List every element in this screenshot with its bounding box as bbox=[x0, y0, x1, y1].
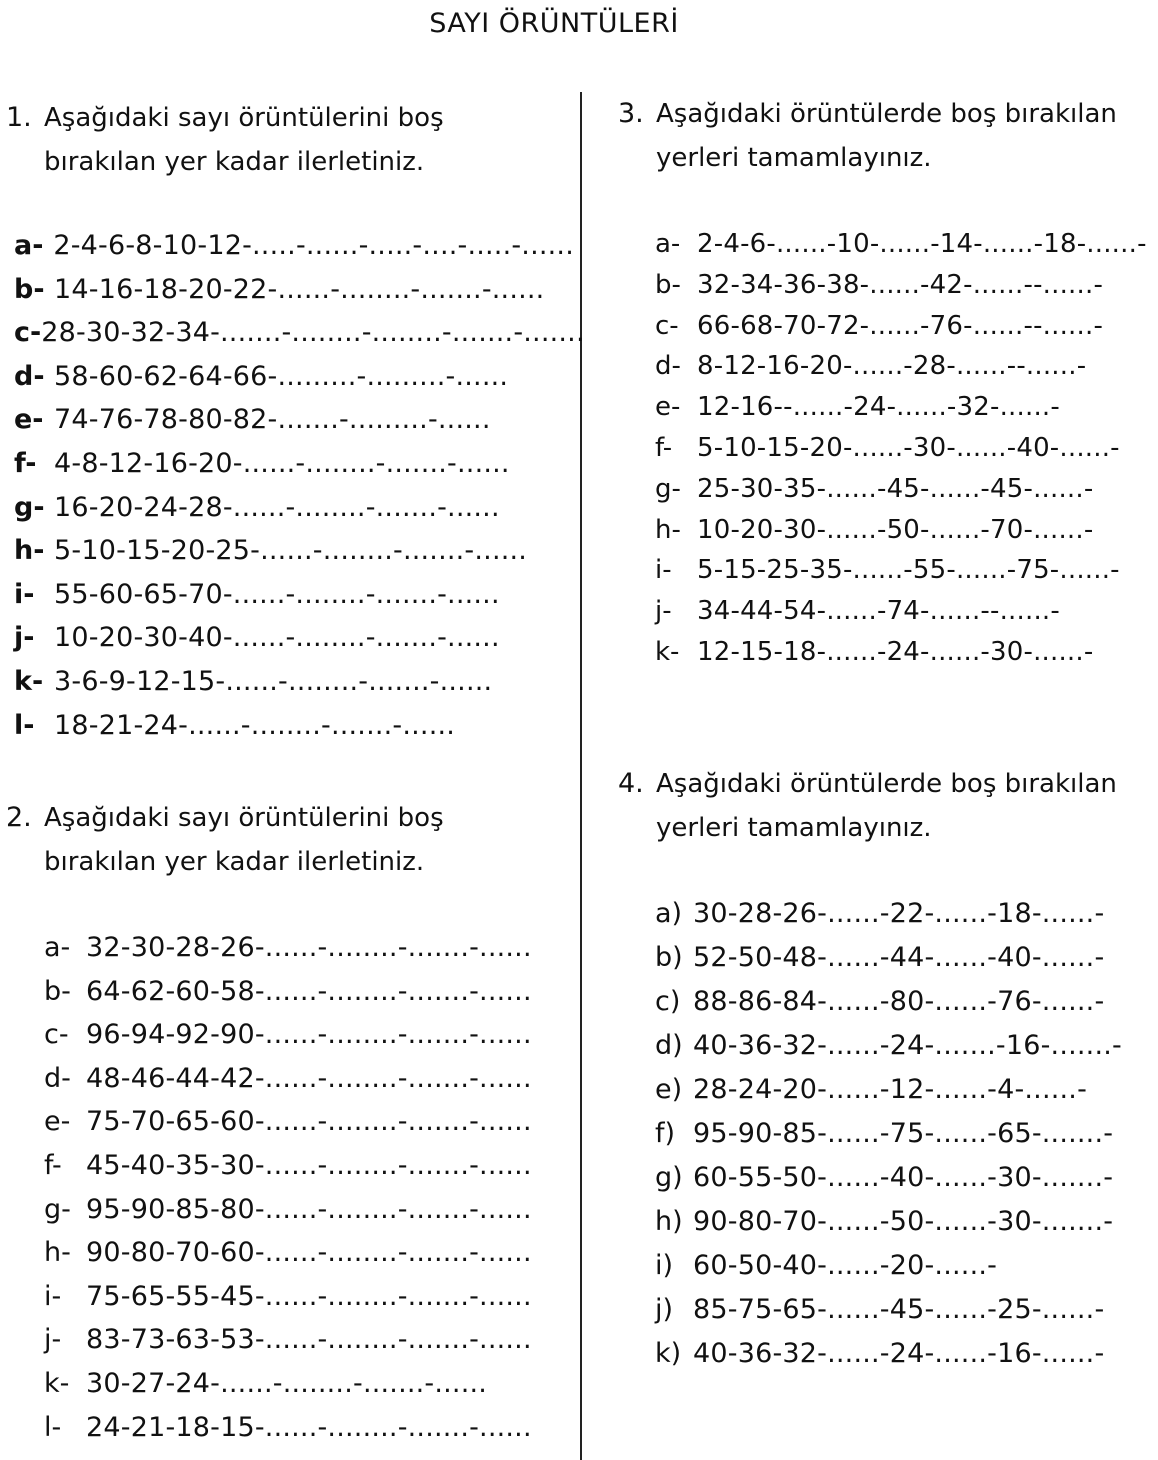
item-sequence: 16-20-24-28-......-........-.......-...... bbox=[54, 491, 500, 523]
item-sequence: 55-60-65-70-......-........-.......-...... bbox=[54, 578, 500, 610]
item-label: d- bbox=[655, 351, 681, 382]
list-item bbox=[14, 268, 574, 312]
list-item bbox=[655, 980, 1150, 1024]
item-sequence: 8-12-16-20-......-28-......--......- bbox=[697, 351, 1087, 382]
list-item bbox=[655, 550, 1150, 591]
list-item bbox=[655, 428, 1150, 469]
item-label: c- bbox=[44, 1019, 69, 1051]
question-2 bbox=[6, 796, 566, 884]
item-sequence: 32-30-28-26-......-........-.......-...... bbox=[86, 932, 532, 963]
item-sequence: 28-30-32-34-.......-........-........-.......-....... bbox=[41, 317, 585, 349]
item-label: l- bbox=[44, 1411, 62, 1443]
item-sequence: 30-28-26-......-22-......-18-......- bbox=[693, 898, 1105, 929]
item-label: a- bbox=[14, 230, 44, 261]
item-label: d- bbox=[14, 360, 45, 392]
item-label: g- bbox=[14, 491, 45, 523]
question-text-line-2: yerleri tamamlayınız. bbox=[656, 143, 932, 173]
list-item bbox=[44, 1406, 604, 1450]
item-sequence: 60-55-50-......-40-......-30-.......- bbox=[693, 1162, 1114, 1193]
item-label: i) bbox=[655, 1250, 674, 1281]
item-sequence: 10-20-30-......-50-......-70-......- bbox=[697, 514, 1094, 545]
list-item bbox=[14, 311, 585, 355]
list-item bbox=[655, 892, 1150, 936]
list-item bbox=[655, 387, 1150, 428]
list-item bbox=[44, 1275, 604, 1319]
list-item bbox=[44, 1144, 604, 1188]
list-item bbox=[14, 224, 574, 268]
item-sequence: 40-36-32-......-24-......-16-......- bbox=[693, 1338, 1105, 1369]
item-sequence: 34-44-54-......-74-......--......- bbox=[697, 596, 1060, 627]
list-item bbox=[14, 355, 574, 399]
item-sequence: 66-68-70-72-......-76-......--......- bbox=[697, 310, 1104, 341]
item-label: l- bbox=[14, 709, 35, 741]
question-number: 1. bbox=[6, 102, 32, 133]
list-item bbox=[655, 306, 1150, 347]
question-text-line-1: Aşağıdaki sayı örüntülerini boş bbox=[44, 803, 444, 833]
question-text-line-1: Aşağıdaki örüntülerde boş bırakılan bbox=[656, 769, 1117, 799]
item-sequence: 5-10-15-20-......-30-......-40-......- bbox=[697, 432, 1120, 463]
item-label: d) bbox=[655, 1030, 683, 1061]
item-sequence: 95-90-85-......-75-......-65-.......- bbox=[693, 1118, 1114, 1149]
item-label: b- bbox=[44, 975, 71, 1007]
list-item bbox=[14, 660, 574, 704]
list-item bbox=[44, 1231, 604, 1275]
item-sequence: 52-50-48-......-44-......-40-......- bbox=[693, 942, 1105, 973]
question-text-line-1: Aşağıdaki örüntülerde boş bırakılan bbox=[656, 99, 1117, 129]
list-item bbox=[655, 936, 1150, 980]
item-label: k) bbox=[655, 1338, 682, 1369]
item-label: j) bbox=[655, 1294, 674, 1325]
item-label: e) bbox=[655, 1074, 683, 1105]
list-item bbox=[655, 1024, 1150, 1068]
item-label: i- bbox=[655, 555, 672, 586]
question-text-line-2: bırakılan yer kadar ilerletiniz. bbox=[44, 847, 425, 877]
list-item bbox=[655, 1200, 1150, 1244]
list-item bbox=[655, 1244, 1150, 1288]
item-label: k- bbox=[14, 665, 44, 697]
list-item bbox=[14, 529, 574, 573]
item-sequence: 32-34-36-38-......-42-......--......- bbox=[697, 269, 1104, 300]
item-label: c- bbox=[655, 310, 679, 341]
list-item bbox=[655, 510, 1150, 551]
item-sequence: 40-36-32-......-24-.......-16-.......- bbox=[693, 1030, 1122, 1061]
list-item bbox=[655, 1068, 1150, 1112]
item-sequence: 45-40-35-30-......-........-.......-...... bbox=[86, 1149, 532, 1181]
item-sequence: 58-60-62-64-66-.........-.........-...... bbox=[54, 360, 509, 392]
list-item bbox=[14, 616, 574, 660]
list-item bbox=[44, 926, 604, 970]
item-label: f- bbox=[44, 1149, 62, 1181]
item-label: a- bbox=[655, 229, 681, 259]
list-item bbox=[44, 1100, 604, 1144]
item-label: j- bbox=[14, 622, 35, 654]
item-label: g- bbox=[655, 473, 681, 504]
item-label: e- bbox=[14, 404, 44, 436]
item-sequence: 90-80-70-60-......-........-.......-...... bbox=[86, 1237, 532, 1269]
item-sequence: 2-4-6-8-10-12-.....-......-.....-....-.....-...... bbox=[53, 230, 574, 261]
list-item bbox=[14, 704, 574, 748]
question-text-line-2: yerleri tamamlayınız. bbox=[656, 813, 932, 843]
item-label: f- bbox=[14, 447, 37, 479]
list-item bbox=[655, 632, 1150, 673]
item-label: b) bbox=[655, 942, 683, 973]
item-sequence: 60-50-40-......-20-......- bbox=[693, 1250, 998, 1281]
item-sequence: 14-16-18-20-22-......-........-.......-...... bbox=[54, 273, 545, 305]
list-item bbox=[655, 1112, 1150, 1156]
item-label: i- bbox=[44, 1280, 62, 1312]
item-label: g- bbox=[44, 1193, 71, 1225]
item-sequence: 12-16--......-24-......-32-......- bbox=[697, 392, 1060, 423]
item-sequence: 30-27-24-......-........-.......-...... bbox=[86, 1367, 488, 1399]
item-sequence: 5-15-25-35-......-55-......-75-......- bbox=[697, 555, 1120, 586]
question-4 bbox=[618, 762, 1153, 850]
list-item bbox=[14, 486, 574, 530]
item-sequence: 95-90-85-80-......-........-.......-...... bbox=[86, 1193, 532, 1225]
item-label: c) bbox=[655, 986, 681, 1017]
item-sequence: 18-21-24-......-........-.......-...... bbox=[54, 709, 456, 741]
list-item bbox=[14, 398, 574, 442]
item-sequence: 74-76-78-80-82-.......-.........-...... bbox=[54, 404, 491, 436]
question-2-list bbox=[44, 926, 604, 1449]
question-3 bbox=[618, 92, 1153, 180]
list-item bbox=[14, 573, 574, 617]
item-sequence: 64-62-60-58-......-........-.......-...... bbox=[86, 975, 532, 1007]
item-sequence: 5-10-15-20-25-......-........-.......-...... bbox=[54, 535, 528, 567]
item-label: c- bbox=[14, 317, 42, 349]
item-label: e- bbox=[655, 392, 681, 423]
list-item bbox=[44, 970, 604, 1014]
list-item bbox=[655, 346, 1150, 387]
item-label: k- bbox=[44, 1367, 70, 1399]
item-sequence: 2-4-6-......-10-......-14-......-18-......- bbox=[697, 229, 1147, 259]
item-sequence: 10-20-30-40-......-........-.......-...... bbox=[54, 622, 500, 654]
item-label: i- bbox=[14, 578, 35, 610]
item-label: d- bbox=[44, 1062, 71, 1094]
item-label: f- bbox=[655, 432, 673, 463]
question-1 bbox=[6, 96, 566, 184]
page-title: SAYI ÖRÜNTÜLERİ bbox=[429, 8, 679, 39]
item-label: h) bbox=[655, 1206, 683, 1237]
list-item bbox=[44, 1013, 604, 1057]
list-item bbox=[44, 1362, 604, 1406]
item-label: e- bbox=[44, 1106, 71, 1138]
list-item bbox=[44, 1057, 604, 1101]
item-sequence: 90-80-70-......-50-......-30-.......- bbox=[693, 1206, 1114, 1237]
item-sequence: 75-70-65-60-......-........-.......-...... bbox=[86, 1106, 532, 1138]
list-item bbox=[655, 224, 1150, 265]
item-label: h- bbox=[44, 1237, 71, 1269]
item-sequence: 48-46-44-42-......-........-.......-...... bbox=[86, 1062, 532, 1094]
question-number: 3. bbox=[618, 98, 644, 129]
item-label: h- bbox=[14, 535, 45, 567]
list-item bbox=[655, 1332, 1150, 1376]
question-text-line-1: Aşağıdaki sayı örüntülerini boş bbox=[44, 103, 444, 133]
item-sequence: 24-21-18-15-......-........-.......-...... bbox=[86, 1411, 532, 1443]
item-sequence: 12-15-18-......-24-......-30-......- bbox=[697, 636, 1094, 667]
list-item bbox=[655, 1288, 1150, 1332]
item-sequence: 83-73-63-53-......-........-.......-...... bbox=[86, 1324, 532, 1356]
item-sequence: 3-6-9-12-15-......-........-.......-...... bbox=[54, 665, 493, 697]
item-sequence: 28-24-20-......-12-......-4-......- bbox=[693, 1074, 1088, 1105]
item-label: h- bbox=[655, 514, 681, 545]
list-item bbox=[44, 1318, 604, 1362]
question-3-list bbox=[655, 224, 1150, 673]
item-label: j- bbox=[44, 1324, 62, 1356]
item-label: b- bbox=[655, 269, 681, 300]
question-number: 4. bbox=[618, 768, 644, 799]
item-sequence: 88-86-84-......-80-......-76-......- bbox=[693, 986, 1105, 1017]
list-item bbox=[14, 442, 574, 486]
list-item bbox=[655, 1156, 1150, 1200]
question-1-list bbox=[14, 224, 585, 747]
question-4-list bbox=[655, 892, 1150, 1376]
item-label: a) bbox=[655, 898, 683, 929]
question-number: 2. bbox=[6, 802, 32, 833]
list-item bbox=[655, 469, 1150, 510]
item-sequence: 75-65-55-45-......-........-.......-...... bbox=[86, 1280, 532, 1312]
item-sequence: 96-94-92-90-......-........-.......-...... bbox=[86, 1019, 532, 1051]
item-label: b- bbox=[14, 273, 45, 305]
item-sequence: 4-8-12-16-20-......-........-.......-...... bbox=[54, 447, 510, 479]
item-label: a- bbox=[44, 932, 71, 963]
list-item bbox=[655, 591, 1150, 632]
item-sequence: 85-75-65-......-45-......-25-......- bbox=[693, 1294, 1105, 1325]
item-label: k- bbox=[655, 636, 680, 667]
list-item bbox=[44, 1188, 604, 1232]
question-text-line-2: bırakılan yer kadar ilerletiniz. bbox=[44, 147, 425, 177]
item-label: j- bbox=[655, 596, 672, 627]
list-item bbox=[655, 265, 1150, 306]
item-sequence: 25-30-35-......-45-......-45-......- bbox=[697, 473, 1094, 504]
item-label: g) bbox=[655, 1162, 683, 1193]
item-label: f) bbox=[655, 1118, 676, 1149]
